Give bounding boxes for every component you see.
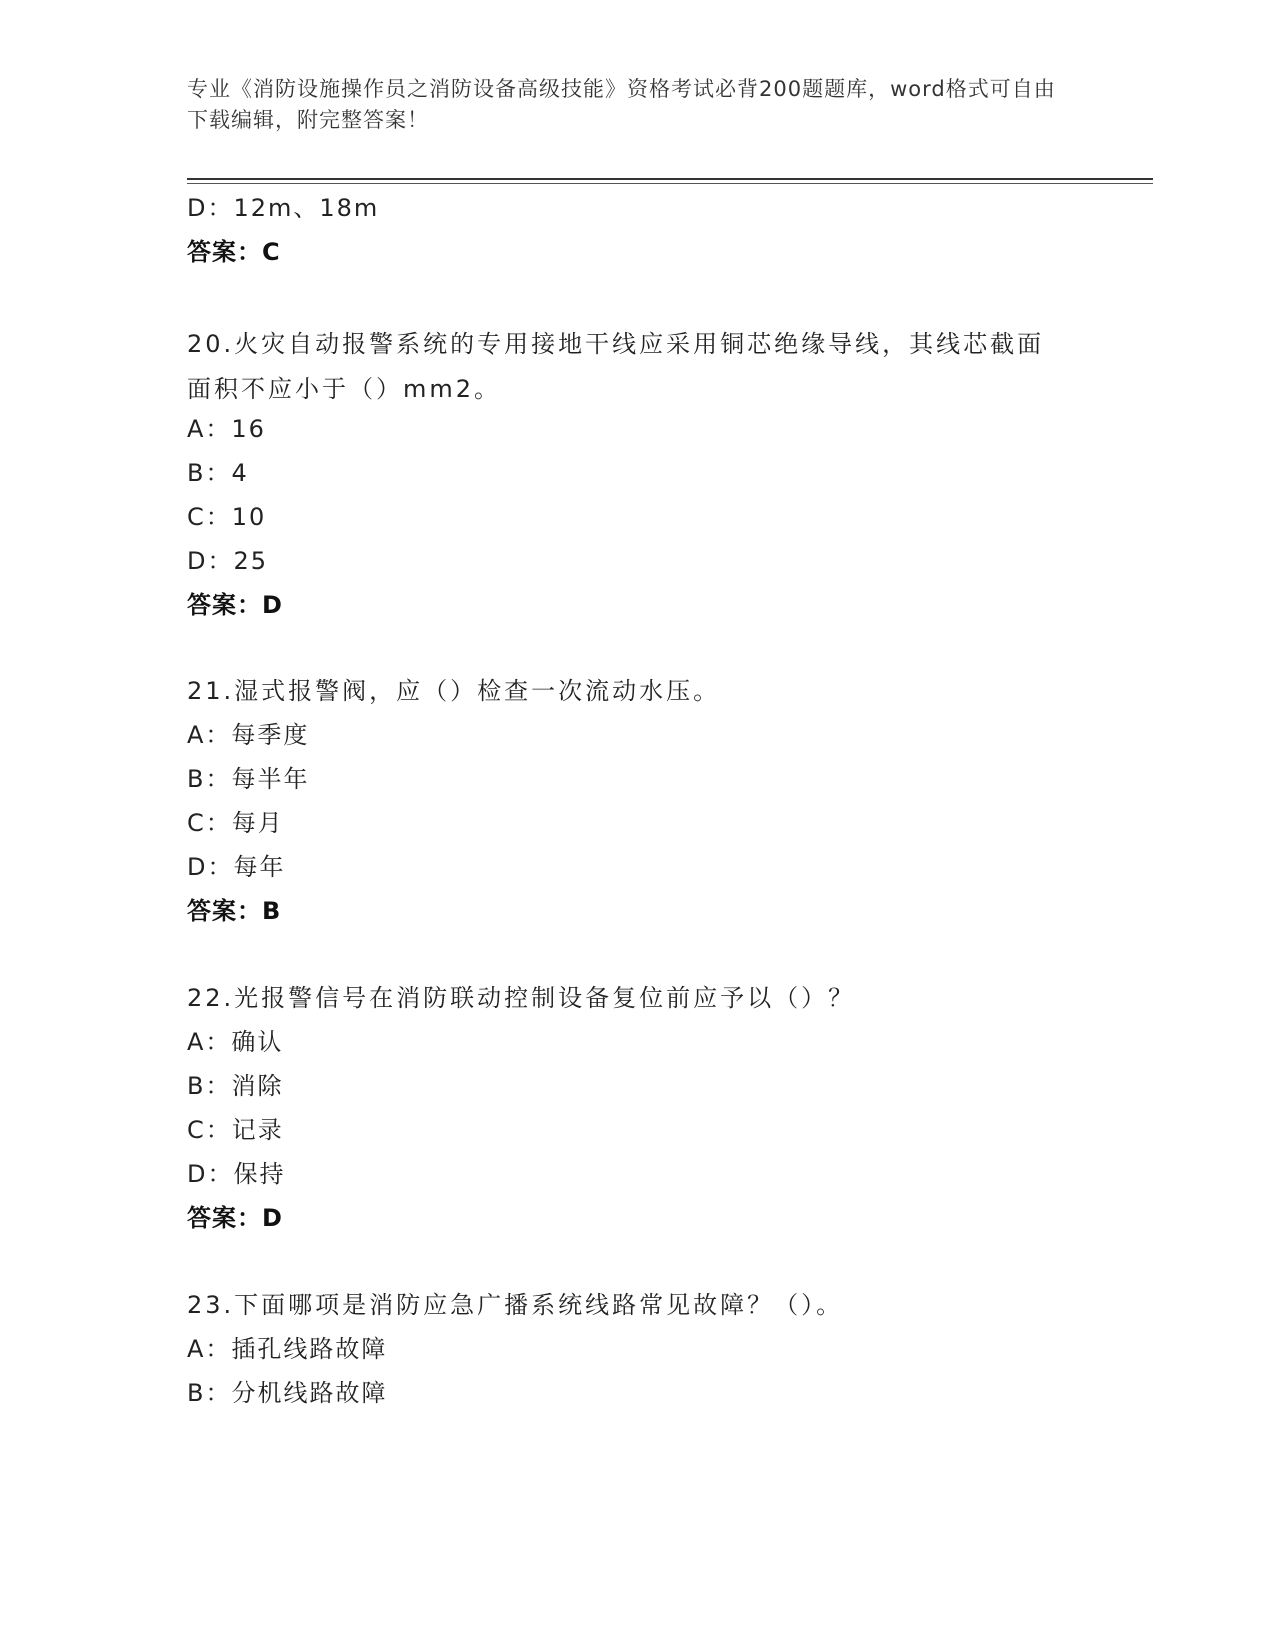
- question-20-option-b: B：4: [187, 459, 249, 487]
- option-d: D：12m、18m: [187, 194, 380, 222]
- question-22-option-c: C：记录: [187, 1116, 284, 1144]
- question-20-answer: 答案：D: [187, 591, 283, 619]
- question-22-text: 22.光报警信号在消防联动控制设备复位前应予以（）？: [187, 984, 856, 1012]
- question-22-option-a: A：确认: [187, 1028, 284, 1056]
- question-22-option-d: D：保持: [187, 1160, 286, 1188]
- question-21-option-b: B：每半年: [187, 765, 310, 793]
- question-21-option-d: D：每年: [187, 853, 286, 881]
- question-21-text: 21.湿式报警阀，应（）检查一次流动水压。: [187, 677, 721, 705]
- question-20-option-d: D：25: [187, 547, 269, 575]
- question-21-option-a: A：每季度: [187, 721, 310, 749]
- question-22-option-b: B：消除: [187, 1072, 284, 1100]
- question-20-option-c: C：10: [187, 503, 267, 531]
- question-23-option-a: A：插孔线路故障: [187, 1335, 388, 1363]
- header-divider-thin: [187, 183, 1153, 184]
- answer: 答案：C: [187, 238, 281, 266]
- question-20-option-a: A：16: [187, 415, 266, 443]
- question-23-text: 23.下面哪项是消防应急广播系统线路常见故障？（）。: [187, 1291, 844, 1319]
- header-divider-thick: [187, 178, 1153, 180]
- question-20-text: 20.火灾自动报警系统的专用接地干线应采用铜芯绝缘导线，其线芯截面面积不应小于（）mm2。: [187, 330, 1045, 403]
- question-22-answer: 答案：D: [187, 1204, 283, 1232]
- question-23-option-b: B：分机线路故障: [187, 1379, 388, 1407]
- document-header: 专业《消防设施操作员之消防设备高级技能》资格考试必背200题题库，word格式可自由下载编辑，附完整答案！: [187, 77, 1056, 132]
- question-21-answer: 答案：B: [187, 897, 282, 925]
- question-21-option-c: C：每月: [187, 809, 284, 837]
